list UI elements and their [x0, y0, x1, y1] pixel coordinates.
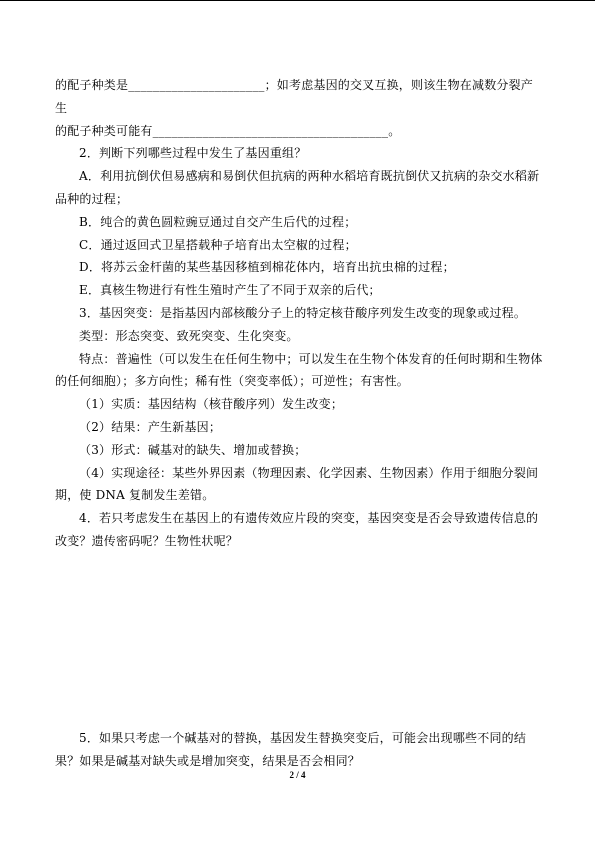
header-rule: [0, 0, 595, 1]
question-5: 5．如果只考虑一个碱基对的替换，基因发生替换突变后，可能会出现哪些不同的结果？如果是碱基对缺失或是增加突变，结果是否会相同？: [55, 730, 527, 768]
option-e: E．真核生物进行有性生殖时产生了不同于双亲的后代；: [79, 283, 381, 298]
section-3-point-2: （2）结果：产生新基因；: [79, 419, 222, 434]
option-c: C．通过返回式卫星搭载种子培育出太空椒的过程；: [79, 237, 357, 252]
section-3-point-1: （1）实质：基因结构（核苷酸序列）发生改变；: [79, 397, 344, 412]
option-d: D．将苏云金杆菌的某些基因移植到棉花体内，培育出抗虫棉的过程；: [79, 260, 455, 275]
page-number: 2 / 4: [289, 770, 306, 780]
option-b: B．纯合的黄色圆粒豌豆通过自交产生后代的过程；: [79, 214, 357, 229]
section-3-types: 类型：形态突变、致死突变、生化突变。: [79, 328, 299, 343]
text-line: 的配子种类可能有______________________________________。: [55, 123, 401, 138]
section-3-point-4: （4）实现途径：某些外界因素（物理因素、化学因素、生物因素）作用于细胞分裂间期，使 DNA 复制发生差错。: [55, 465, 539, 503]
option-a: A．利用抗倒伏但易感病和易倒伏但抗病的两种水稻培育既抗倒伏又抗病的杂交水稻新品种的过程；: [55, 169, 540, 206]
document-body: [55, 74, 543, 772]
answer-space: [55, 553, 543, 727]
section-3-features: 特点：普遍性（可以发生在任何生物中；可以发生在生物个体发育的任何时期和生物体的任何细胞）；多方向性；稀有性（突变率低）；可逆性；有害性。: [55, 351, 543, 389]
question-2: 2．判断下列哪些过程中发生了基因重组？: [79, 146, 307, 161]
question-4: 4．若只考虑发生在基因上的有遗传效应片段的突变，基因突变是否会导致遗传信息的改变？遗传密码呢？生物性状呢？: [55, 511, 539, 548]
section-3-definition: 3．基因突变：是指基因内部核酸分子上的特定核苷酸序列发生改变的现象或过程。: [79, 305, 527, 320]
text-line: 的配子种类是______________________；如考虑基因的交叉互换，则该生物在减数分裂产生: [55, 78, 534, 115]
section-3-point-3: （3）形式：碱基对的缺失、增加或替换；: [79, 442, 307, 457]
